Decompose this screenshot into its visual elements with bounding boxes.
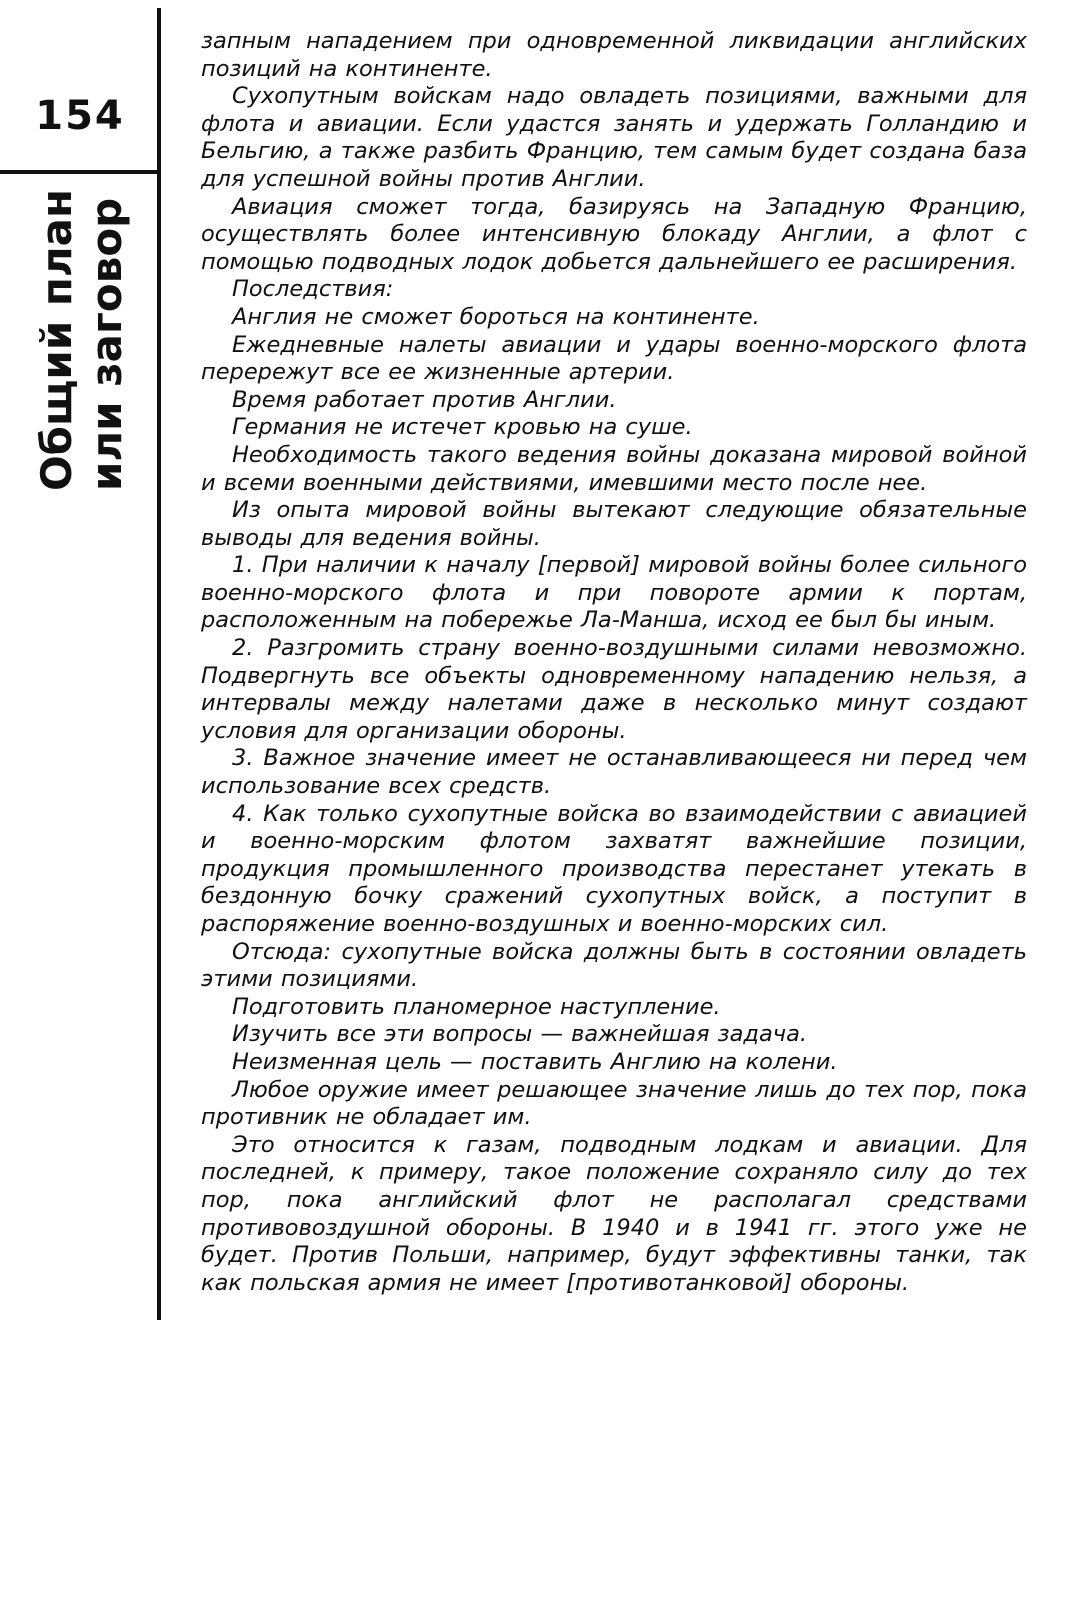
paragraph: Отсюда: сухопутные войска должны быть в состоянии овладеть этими позициями. — [201, 938, 1027, 993]
paragraph: Ежедневные налеты авиации и удары военно-морского флота перережут все ее жизненные артерии. — [201, 331, 1027, 386]
body-text — [201, 28, 1027, 1297]
page-number: 154 — [35, 93, 125, 139]
paragraph: 2. Разгромить страну военно-воздушными силами невозможно. Подвергнуть все объекты одновременному нападению нельзя, а интервалы между налетами даже в несколько минут создают условия для организации обороны. — [201, 635, 1027, 744]
paragraph: 4. Как только сухопутные войска во взаимодействии с авиацией и военно-морским флотом захватят важнейшие позиции, продукция промышленного производства перестанет утекать в бездонную бочку сражений сухопутных войск, а поступит в распоряжение военно-воздушных и военно-морских сил. — [201, 800, 1027, 937]
paragraph: Германия не истечет кровью на суше. — [232, 414, 693, 441]
paragraph: 3. Важное значение имеет не останавливающееся ни перед чем использование всех средств. — [201, 745, 1027, 800]
paragraph: Авиация сможет тогда, базируясь на Западную Францию, осуществлять более интенсивную блокаду Англии, а флот с помощью подводных лодок добьется дальнейшего ее расширения. — [201, 193, 1027, 275]
paragraph: Последствия: — [232, 276, 394, 303]
paragraph: Неизменная цель — поставить Англию на колени. — [232, 1048, 838, 1075]
paragraph: Время работает против Англии. — [232, 386, 617, 413]
paragraph: 1. При наличии к началу [первой] мировой войны более сильного военно-морского флота и при повороте армии к портам, расположенным на побережье Ла-Манша, исход ее был бы иным. — [201, 552, 1027, 634]
running-head — [32, 189, 132, 491]
paragraph: Любое оружие имеет решающее значение лишь до тех пор, пока противник не обладает им. — [201, 1076, 1027, 1131]
paragraph: Сухопутным войскам надо овладеть позициями, важными для флота и авиации. Если удастся занять и удержать Голландию и Бельгию, а также разбить Францию, тем самым будет создана база для успешной войны против Англии. — [201, 83, 1027, 192]
paragraph: Это относится к газам, подводным лодкам и авиации. Для последней, к примеру, такое положение сохраняло силу до тех пор, пока английский флот не располагал средствами противовоздушной обороны. В 1940 и в 1941 гг. этого уже не будет. Против Польши, например, будут эффективны танки, так как польская армия не имеет [противотанковой] обороны. — [201, 1131, 1027, 1296]
paragraph: запным нападением при одновременной ликвидации английских позиций на континенте. — [201, 28, 1027, 82]
running-head-line-1: Общий план — [32, 188, 81, 492]
margin-rule — [157, 8, 161, 1320]
paragraph: Необходимость такого ведения войны доказана мировой войной и всеми военными действиями, имевшими место после нее. — [201, 441, 1027, 496]
paragraph: Подготовить планомерное наступление. — [232, 993, 721, 1020]
running-head-line-2: или заговор — [82, 197, 131, 492]
header-divider — [0, 170, 161, 174]
paragraph: Из опыта мировой войны вытекают следующие обязательные выводы для ведения войны. — [201, 497, 1027, 551]
paragraph: Изучить все эти вопросы — важнейшая задача. — [232, 1021, 808, 1048]
paragraph: Англия не сможет бороться на континенте. — [232, 303, 760, 330]
